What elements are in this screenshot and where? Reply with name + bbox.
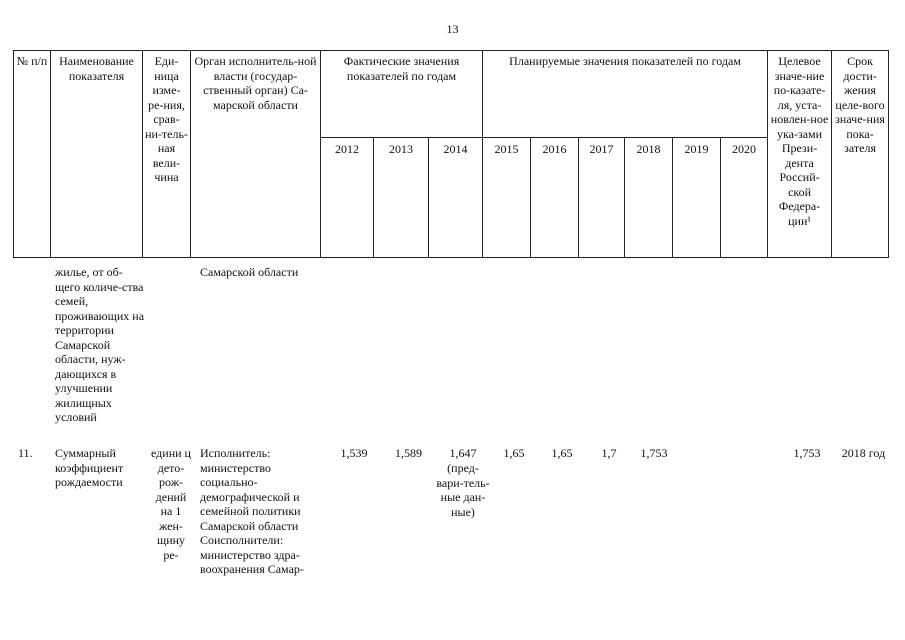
- row11-organ: Исполнитель: министерство социально-демографической и семейной политики Самарской области Соисполнители: министерство здра-воохранения Самар-: [200, 446, 304, 576]
- header-unit: Еди-ница изме-ре-ния, срав-ни-тель-ная вели-чина: [143, 51, 191, 258]
- header-year-2017: 2017: [579, 138, 625, 258]
- row11-num: 11.: [18, 446, 33, 460]
- header-fact: Фактические значения показателей по годам: [321, 51, 483, 138]
- indicator-table-header: [13, 50, 889, 258]
- cont-name: жилье, от об-щего количе-ства семей, проживающих на территории Самарской области, нуж-дающихся в улучшении жилищных условий: [55, 265, 145, 424]
- header-year-2018: 2018: [625, 138, 673, 258]
- header-year-2013: 2013: [374, 138, 429, 258]
- header-num: № п/п: [14, 51, 51, 258]
- header-year-2019: 2019: [673, 138, 721, 258]
- row11-2014-note: (пред-вари-тель-ные дан-ные): [436, 461, 490, 519]
- row11-name: Суммарный коэффициент рождаемости: [55, 446, 124, 489]
- header-year-2020: 2020: [721, 138, 768, 258]
- row11-target: 1,753: [793, 446, 821, 460]
- cont-organ: Самарской области: [200, 265, 299, 279]
- row11-2012: 1,539: [340, 446, 368, 460]
- header-term: Срок дости-жения целе-вого значе-ния пока-зателя: [832, 51, 889, 258]
- row11-2016: 1,65: [551, 446, 573, 460]
- row11-2014: 1,647: [449, 446, 477, 460]
- header-organ: Орган исполнитель-ной власти (государ-ственный орган) Са-марской области: [191, 51, 321, 258]
- row11-unit: едини ц дето-рож-дений на 1 жен-щину ре-: [151, 446, 191, 562]
- header-target: Целевое значе-ние по-казате-ля, уста-новлен-ное ука-зами Прези-дента Россий-ской Федера-ции¹: [768, 51, 832, 258]
- row11-2015: 1,65: [503, 446, 525, 460]
- row11-2018: 1,753: [640, 446, 668, 460]
- header-year-2014: 2014: [429, 138, 483, 258]
- header-year-2016: 2016: [531, 138, 579, 258]
- page-number: 13: [446, 22, 459, 36]
- header-year-2015: 2015: [483, 138, 531, 258]
- row11-2013: 1,589: [395, 446, 422, 460]
- header-year-2012: 2012: [321, 138, 374, 258]
- header-plan: Планируемые значения показателей по годам: [483, 51, 768, 138]
- row11-term: 2018 год: [841, 446, 886, 460]
- header-name: Наименование показателя: [51, 51, 143, 258]
- row11-2017: 1,7: [601, 446, 617, 460]
